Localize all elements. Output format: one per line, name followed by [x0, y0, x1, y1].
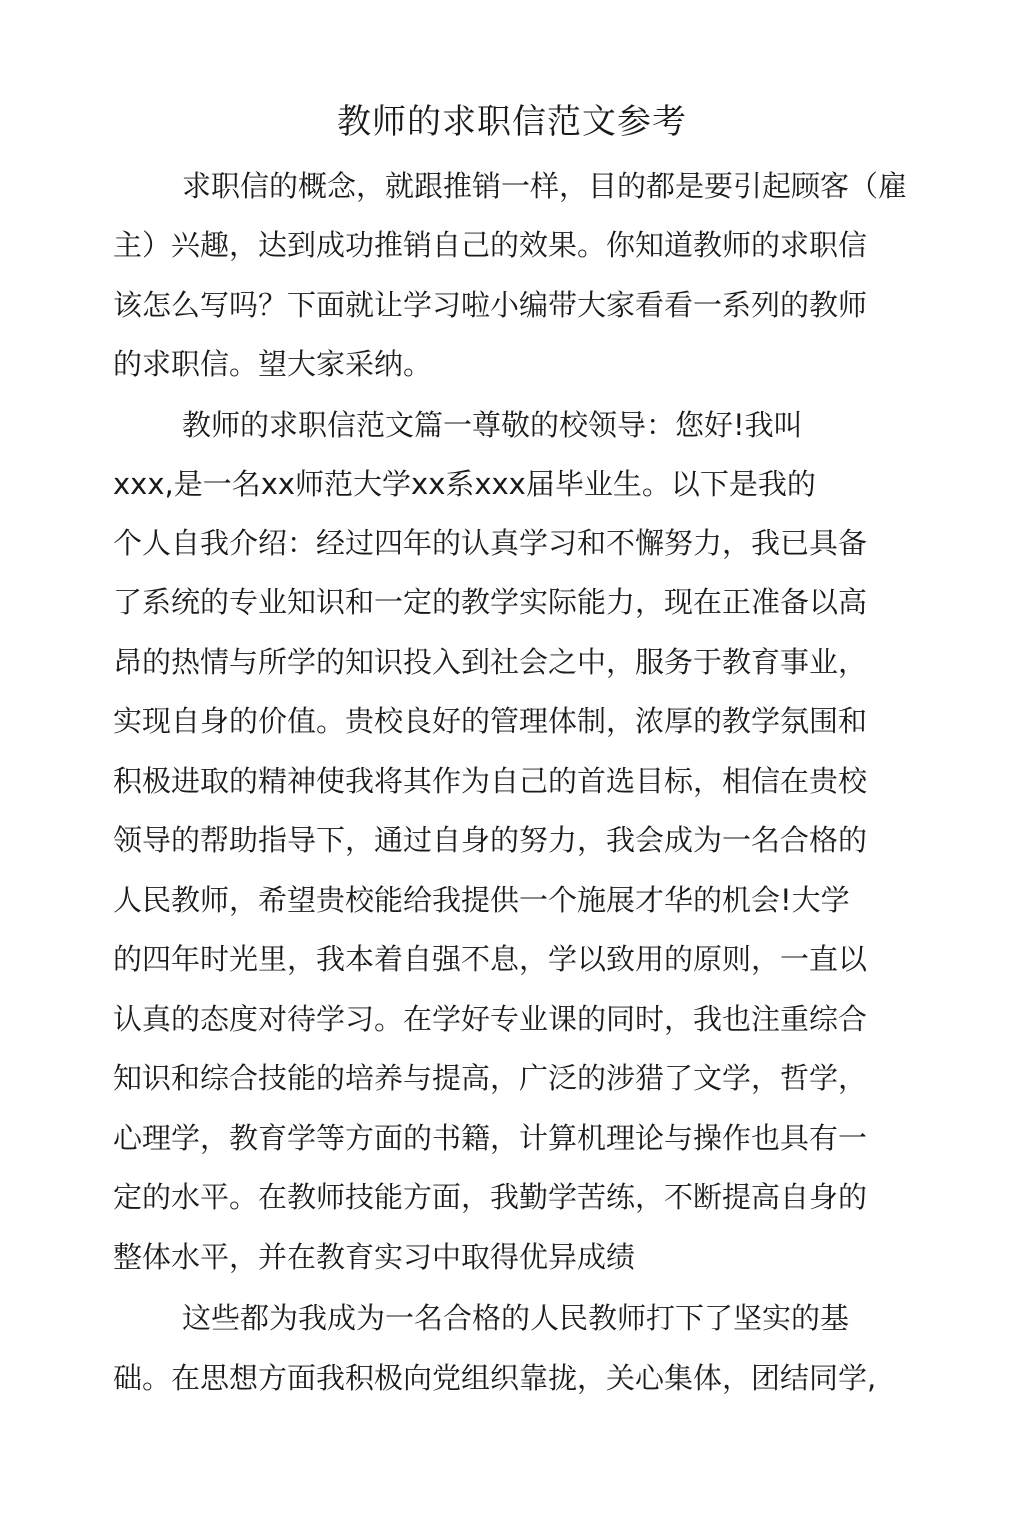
paragraph-2-line-10: 的四年时光里，我本着自强不息，学以致用的原则，一直以	[113, 942, 868, 976]
paragraph-2-line-8: 领导的帮助指导下，通过自身的努力，我会成为一名合格的	[113, 823, 868, 857]
paragraph-2-line-12: 知识和综合技能的培养与提高，广泛的涉猎了文学，哲学，	[113, 1061, 868, 1095]
document-title: 教师的求职信范文参考	[337, 102, 687, 142]
paragraph-2-line-13: 心理学，教育学等方面的书籍，计算机理论与操作也具有一	[113, 1121, 868, 1155]
paragraph-2-line-11: 认真的态度对待学习。在学好专业课的同时，我也注重综合	[113, 1002, 868, 1036]
paragraph-1-line-1: 求职信的概念，就跟推销一样，目的都是要引起顾客（雇	[182, 169, 908, 203]
paragraph-1-line-3: 该怎么写吗？下面就让学习啦小编带大家看看一系列的教师	[113, 288, 868, 322]
paragraph-2-line-15: 整体水平，并在教育实习中取得优异成绩	[113, 1240, 636, 1274]
paragraph-1-line-2: 主）兴趣，达到成功推销自己的效果。你知道教师的求职信	[113, 228, 868, 262]
paragraph-1-line-4: 的求职信。望大家采纳。	[113, 347, 433, 381]
paragraph-3-line-2: 础。在思想方面我积极向党组织靠拢，关心集体，团结同学,	[113, 1361, 877, 1395]
paragraph-3-line-1: 这些都为我成为一名合格的人民教师打下了坚实的基	[182, 1301, 850, 1335]
paragraph-2-line-2: xxx,是一名xx师范大学xx系xxx届毕业生。以下是我的	[113, 467, 816, 501]
paragraph-2-line-5: 昂的热情与所学的知识投入到社会之中，服务于教育事业，	[113, 645, 868, 679]
paragraph-2-line-7: 积极进取的精神使我将其作为自己的首选目标，相信在贵校	[113, 764, 868, 798]
paragraph-2-line-6: 实现自身的价值。贵校良好的管理体制，浓厚的教学氛围和	[113, 704, 868, 738]
paragraph-2-line-3: 个人自我介绍：经过四年的认真学习和不懈努力，我已具备	[113, 526, 868, 560]
paragraph-2-line-1: 教师的求职信范文篇一尊敬的校领导：您好!我叫	[182, 408, 803, 442]
paragraph-2-line-4: 了系统的专业知识和一定的教学实际能力，现在正准备以高	[113, 585, 868, 619]
paragraph-2-line-14: 定的水平。在教师技能方面，我勤学苦练，不断提高自身的	[113, 1180, 868, 1214]
paragraph-2-line-9: 人民教师，希望贵校能给我提供一个施展才华的机会!大学	[113, 883, 850, 917]
